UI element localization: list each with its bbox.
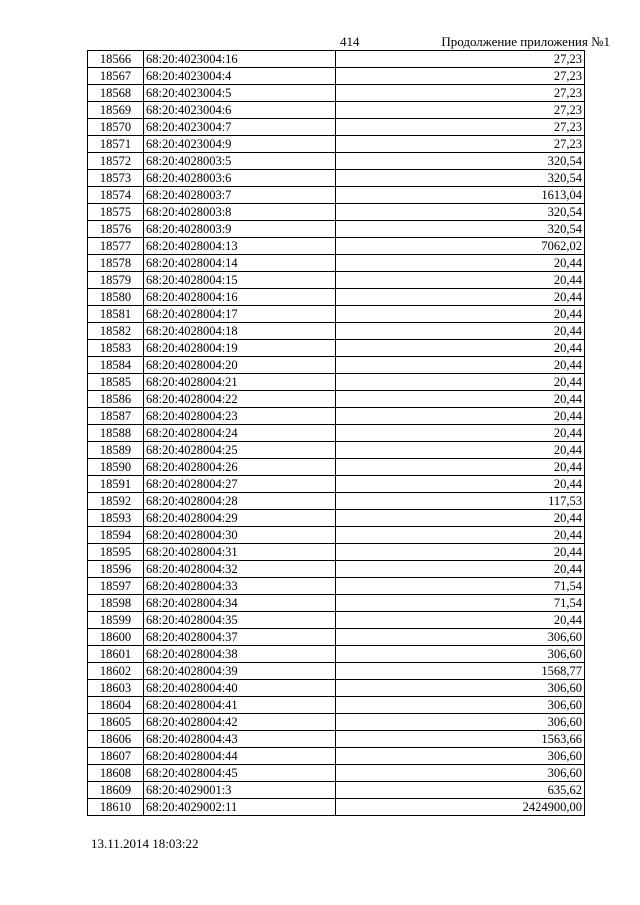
table-row	[88, 544, 585, 561]
row-number-cell: 18586	[88, 391, 144, 408]
table-row	[88, 561, 585, 578]
cadastral-number-cell: 68:20:4023004:4	[144, 68, 336, 85]
value-cell: 20,44	[336, 340, 585, 357]
table-row	[88, 68, 585, 85]
value-cell: 27,23	[336, 85, 585, 102]
table-row	[88, 289, 585, 306]
value-cell: 20,44	[336, 289, 585, 306]
table-row	[88, 204, 585, 221]
value-cell: 20,44	[336, 561, 585, 578]
table-row	[88, 799, 585, 816]
value-cell: 20,44	[336, 527, 585, 544]
cadastral-number-cell: 68:20:4028003:9	[144, 221, 336, 238]
row-number-cell: 18595	[88, 544, 144, 561]
cadastral-number-cell: 68:20:4028004:16	[144, 289, 336, 306]
table-row	[88, 85, 585, 102]
cadastral-number-cell: 68:20:4028004:13	[144, 238, 336, 255]
row-number-cell: 18583	[88, 340, 144, 357]
table-row	[88, 527, 585, 544]
table-row	[88, 51, 585, 68]
row-number-cell: 18580	[88, 289, 144, 306]
row-number-cell: 18569	[88, 102, 144, 119]
table-row	[88, 306, 585, 323]
row-number-cell: 18604	[88, 697, 144, 714]
row-number-cell: 18590	[88, 459, 144, 476]
row-number-cell: 18587	[88, 408, 144, 425]
value-cell: 20,44	[336, 476, 585, 493]
row-number-cell: 18567	[88, 68, 144, 85]
table-row	[88, 629, 585, 646]
row-number-cell: 18573	[88, 170, 144, 187]
row-number-cell: 18571	[88, 136, 144, 153]
row-number-cell: 18576	[88, 221, 144, 238]
value-cell: 306,60	[336, 748, 585, 765]
table-row	[88, 408, 585, 425]
row-number-cell: 18596	[88, 561, 144, 578]
cadastral-number-cell: 68:20:4028004:18	[144, 323, 336, 340]
table-row	[88, 714, 585, 731]
value-cell: 71,54	[336, 578, 585, 595]
cadastral-number-cell: 68:20:4029002:11	[144, 799, 336, 816]
cadastral-number-cell: 68:20:4028004:31	[144, 544, 336, 561]
value-cell: 320,54	[336, 221, 585, 238]
table-row	[88, 510, 585, 527]
value-cell: 27,23	[336, 68, 585, 85]
data-table	[87, 50, 585, 816]
value-cell: 20,44	[336, 612, 585, 629]
value-cell: 635,62	[336, 782, 585, 799]
table-row	[88, 255, 585, 272]
value-cell: 27,23	[336, 51, 585, 68]
value-cell: 20,44	[336, 374, 585, 391]
row-number-cell: 18570	[88, 119, 144, 136]
value-cell: 20,44	[336, 272, 585, 289]
row-number-cell: 18603	[88, 680, 144, 697]
row-number-cell: 18593	[88, 510, 144, 527]
row-number-cell: 18594	[88, 527, 144, 544]
table-row	[88, 493, 585, 510]
table-row	[88, 187, 585, 204]
cadastral-number-cell: 68:20:4028004:34	[144, 595, 336, 612]
print-timestamp: 13.11.2014 18:03:22	[91, 836, 199, 851]
value-cell: 7062,02	[336, 238, 585, 255]
row-number-cell: 18605	[88, 714, 144, 731]
cadastral-number-cell: 68:20:4028004:27	[144, 476, 336, 493]
table-row	[88, 391, 585, 408]
cadastral-number-cell: 68:20:4028003:7	[144, 187, 336, 204]
value-cell: 306,60	[336, 646, 585, 663]
table-row	[88, 680, 585, 697]
row-number-cell: 18610	[88, 799, 144, 816]
cadastral-number-cell: 68:20:4028004:15	[144, 272, 336, 289]
value-cell: 320,54	[336, 204, 585, 221]
value-cell: 71,54	[336, 595, 585, 612]
cadastral-number-cell: 68:20:4028004:32	[144, 561, 336, 578]
table-row	[88, 442, 585, 459]
table-row	[88, 221, 585, 238]
row-number-cell: 18572	[88, 153, 144, 170]
cadastral-number-cell: 68:20:4023004:7	[144, 119, 336, 136]
table-row	[88, 136, 585, 153]
row-number-cell: 18574	[88, 187, 144, 204]
cadastral-number-cell: 68:20:4028004:26	[144, 459, 336, 476]
row-number-cell: 18582	[88, 323, 144, 340]
table-row	[88, 731, 585, 748]
cadastral-number-cell: 68:20:4028004:39	[144, 663, 336, 680]
value-cell: 20,44	[336, 408, 585, 425]
value-cell: 20,44	[336, 391, 585, 408]
cadastral-number-cell: 68:20:4028004:42	[144, 714, 336, 731]
row-number-cell: 18600	[88, 629, 144, 646]
table-row	[88, 323, 585, 340]
cadastral-number-cell: 68:20:4028004:19	[144, 340, 336, 357]
cadastral-number-cell: 68:20:4028004:14	[144, 255, 336, 272]
cadastral-number-cell: 68:20:4028004:21	[144, 374, 336, 391]
row-number-cell: 18607	[88, 748, 144, 765]
row-number-cell: 18579	[88, 272, 144, 289]
value-cell: 117,53	[336, 493, 585, 510]
row-number-cell: 18599	[88, 612, 144, 629]
table-row	[88, 595, 585, 612]
value-cell: 27,23	[336, 102, 585, 119]
row-number-cell: 18592	[88, 493, 144, 510]
cadastral-number-cell: 68:20:4028004:30	[144, 527, 336, 544]
cadastral-number-cell: 68:20:4028004:40	[144, 680, 336, 697]
table-row	[88, 170, 585, 187]
row-number-cell: 18598	[88, 595, 144, 612]
table-row	[88, 459, 585, 476]
cadastral-number-cell: 68:20:4023004:6	[144, 102, 336, 119]
cadastral-number-cell: 68:20:4023004:9	[144, 136, 336, 153]
value-cell: 320,54	[336, 153, 585, 170]
row-number-cell: 18578	[88, 255, 144, 272]
cadastral-number-cell: 68:20:4028004:29	[144, 510, 336, 527]
value-cell: 306,60	[336, 697, 585, 714]
cadastral-number-cell: 68:20:4028004:28	[144, 493, 336, 510]
row-number-cell: 18608	[88, 765, 144, 782]
cadastral-number-cell: 68:20:4028004:24	[144, 425, 336, 442]
cadastral-number-cell: 68:20:4028004:17	[144, 306, 336, 323]
value-cell: 20,44	[336, 442, 585, 459]
table-row	[88, 272, 585, 289]
row-number-cell: 18597	[88, 578, 144, 595]
cadastral-number-cell: 68:20:4028003:8	[144, 204, 336, 221]
cadastral-number-cell: 68:20:4023004:16	[144, 51, 336, 68]
table-row	[88, 153, 585, 170]
cadastral-number-cell: 68:20:4023004:5	[144, 85, 336, 102]
value-cell: 20,44	[336, 510, 585, 527]
value-cell: 306,60	[336, 629, 585, 646]
value-cell: 1568,77	[336, 663, 585, 680]
row-number-cell: 18601	[88, 646, 144, 663]
appendix-title: Продолжение приложения №1	[441, 34, 610, 49]
value-cell: 320,54	[336, 170, 585, 187]
table-row	[88, 357, 585, 374]
table-row	[88, 238, 585, 255]
value-cell: 20,44	[336, 323, 585, 340]
value-cell: 20,44	[336, 459, 585, 476]
table-row	[88, 119, 585, 136]
table-row	[88, 697, 585, 714]
cadastral-number-cell: 68:20:4028004:45	[144, 765, 336, 782]
row-number-cell: 18568	[88, 85, 144, 102]
cadastral-number-cell: 68:20:4028004:22	[144, 391, 336, 408]
row-number-cell: 18609	[88, 782, 144, 799]
row-number-cell: 18566	[88, 51, 144, 68]
value-cell: 20,44	[336, 357, 585, 374]
row-number-cell: 18581	[88, 306, 144, 323]
page-number: 414	[340, 34, 360, 49]
value-cell: 27,23	[336, 119, 585, 136]
value-cell: 20,44	[336, 425, 585, 442]
table-row	[88, 765, 585, 782]
cadastral-number-cell: 68:20:4028004:25	[144, 442, 336, 459]
table-body	[88, 51, 585, 816]
table-row	[88, 663, 585, 680]
value-cell: 1563,66	[336, 731, 585, 748]
value-cell: 306,60	[336, 680, 585, 697]
cadastral-number-cell: 68:20:4028004:41	[144, 697, 336, 714]
cadastral-number-cell: 68:20:4028004:35	[144, 612, 336, 629]
table-row	[88, 782, 585, 799]
table-row	[88, 340, 585, 357]
row-number-cell: 18577	[88, 238, 144, 255]
row-number-cell: 18602	[88, 663, 144, 680]
row-number-cell: 18588	[88, 425, 144, 442]
table-row	[88, 578, 585, 595]
cadastral-number-cell: 68:20:4028003:6	[144, 170, 336, 187]
table-row	[88, 425, 585, 442]
value-cell: 20,44	[336, 306, 585, 323]
table-row	[88, 102, 585, 119]
cadastral-number-cell: 68:20:4028004:23	[144, 408, 336, 425]
row-number-cell: 18584	[88, 357, 144, 374]
cadastral-number-cell: 68:20:4028004:44	[144, 748, 336, 765]
table-row	[88, 476, 585, 493]
row-number-cell: 18591	[88, 476, 144, 493]
table-row	[88, 748, 585, 765]
value-cell: 306,60	[336, 714, 585, 731]
value-cell: 27,23	[336, 136, 585, 153]
table-row	[88, 646, 585, 663]
cadastral-number-cell: 68:20:4028004:38	[144, 646, 336, 663]
value-cell: 1613,04	[336, 187, 585, 204]
row-number-cell: 18585	[88, 374, 144, 391]
value-cell: 20,44	[336, 255, 585, 272]
row-number-cell: 18589	[88, 442, 144, 459]
row-number-cell: 18575	[88, 204, 144, 221]
table-row	[88, 612, 585, 629]
cadastral-number-cell: 68:20:4029001:3	[144, 782, 336, 799]
table-row	[88, 374, 585, 391]
value-cell: 306,60	[336, 765, 585, 782]
cadastral-number-cell: 68:20:4028004:37	[144, 629, 336, 646]
value-cell: 2424900,00	[336, 799, 585, 816]
cadastral-number-cell: 68:20:4028004:43	[144, 731, 336, 748]
cadastral-number-cell: 68:20:4028004:20	[144, 357, 336, 374]
value-cell: 20,44	[336, 544, 585, 561]
row-number-cell: 18606	[88, 731, 144, 748]
cadastral-number-cell: 68:20:4028003:5	[144, 153, 336, 170]
cadastral-number-cell: 68:20:4028004:33	[144, 578, 336, 595]
